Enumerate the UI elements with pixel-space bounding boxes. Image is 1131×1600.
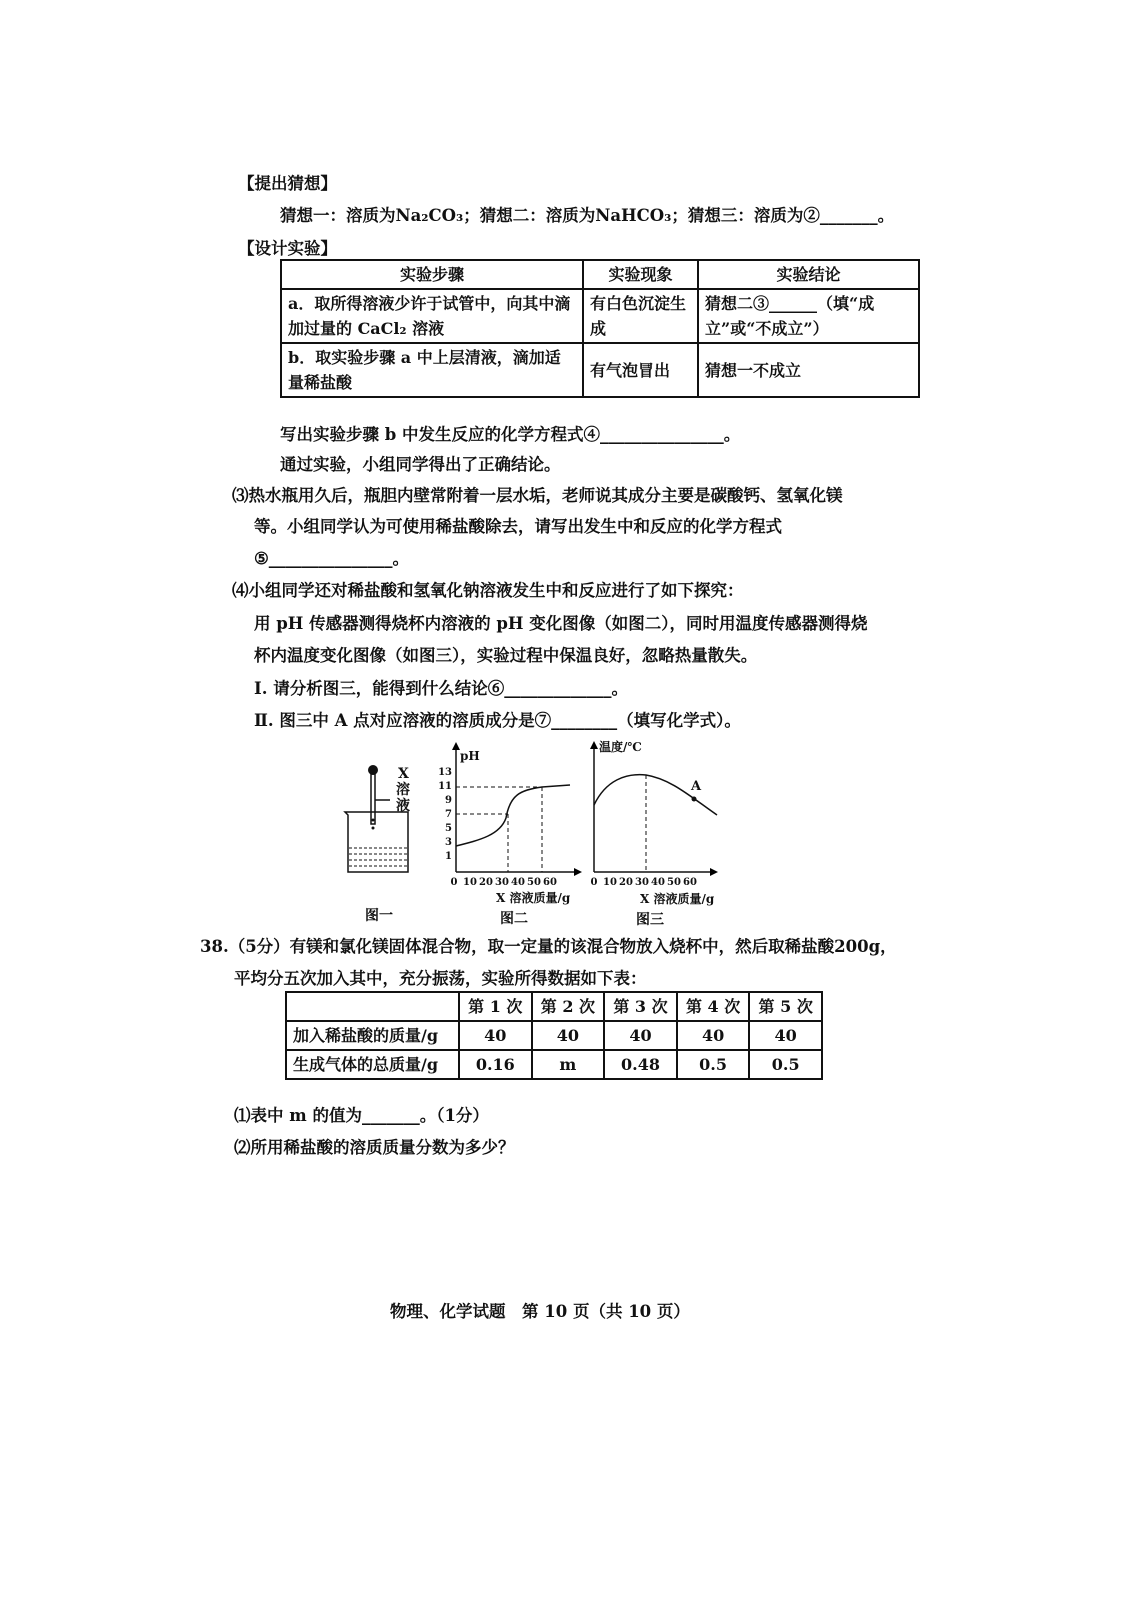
x-tick: 30 [635, 877, 649, 888]
label-solution: 溶 [396, 782, 410, 798]
question-38-line: 平均分五次加入其中，充分振荡，实验所得数据如下表： [234, 969, 647, 988]
x-tick: 40 [651, 877, 665, 888]
ph-curve [456, 785, 570, 846]
y-axis-label: 温度/℃ [599, 740, 642, 754]
header-cell: 第 2 次 [532, 992, 605, 1021]
header-cell: 第 1 次 [459, 992, 532, 1021]
x-axis-label: X 溶液质量/g [496, 891, 571, 905]
x-tick: 50 [527, 877, 541, 888]
y-tick: 5 [445, 823, 452, 834]
figure-temperature-chart [588, 735, 738, 930]
sub-question: ⑵所用稀盐酸的溶质质量分数为多少？ [234, 1138, 515, 1157]
y-axis-label: pH [460, 749, 480, 763]
x-tick: 0 [590, 877, 598, 888]
table-cell: 0.16 [459, 1050, 532, 1079]
label-solution: 液 [396, 798, 410, 814]
text-line: 通过实验，小组同学得出了正确结论。 [280, 455, 561, 474]
label-x: X [398, 766, 409, 782]
table-cell: 猜想一不成立 [698, 343, 919, 397]
figure-ph-chart [430, 740, 585, 930]
table-cell: 40 [749, 1021, 822, 1050]
question-38-line: 38.（5分）有镁和氯化镁固体混合物，取一定量的该混合物放入烧杯中，然后取稀盐酸200g， [200, 937, 897, 956]
table-row [281, 289, 919, 343]
x-tick: 60 [683, 877, 697, 888]
x-tick: 10 [603, 877, 617, 888]
x-tick: 40 [511, 877, 525, 888]
table-cell: 0.5 [749, 1050, 822, 1079]
x-tick: 50 [667, 877, 681, 888]
figure-caption: 图三 [636, 912, 664, 928]
x-tick: 20 [479, 877, 493, 888]
heading-hypothesis: 【提出猜想】 [238, 174, 337, 193]
header-cell: 实验步骤 [281, 260, 583, 289]
table-row [286, 1021, 822, 1050]
y-tick: 7 [445, 809, 452, 820]
heading-design: 【设计实验】 [238, 239, 337, 258]
row-label: 加入稀盐酸的质量/g [286, 1021, 459, 1050]
y-tick: 11 [438, 781, 452, 792]
table-cell: 有气泡冒出 [583, 343, 698, 397]
header-cell: 第 4 次 [677, 992, 750, 1021]
header-cell: 第 3 次 [604, 992, 677, 1021]
figure-caption: 图一 [365, 908, 393, 924]
header-cell: 实验结论 [698, 260, 919, 289]
table-cell: 40 [604, 1021, 677, 1050]
text-line: ⑷小组同学还对稀盐酸和氢氧化钠溶液发生中和反应进行了如下探究： [232, 581, 744, 600]
header-cell [286, 992, 459, 1021]
page-footer: 物理、化学试题 第 10 页（共 10 页） [390, 1302, 690, 1321]
header-cell: 第 5 次 [749, 992, 822, 1021]
table-cell: 40 [532, 1021, 605, 1050]
table-cell: 猜想二③______（填“成立”或“不成立”） [698, 289, 919, 343]
experiment-table [280, 259, 920, 398]
table-cell: a．取所得溶液少许于试管中，向其中滴加过量的 CaCl₂ 溶液 [281, 289, 583, 343]
y-tick: 3 [445, 837, 452, 848]
text-line: Ⅰ. 请分析图三，能得到什么结论⑥_____________。 [254, 679, 628, 698]
point-label-a: A [691, 779, 702, 794]
data-table [285, 991, 823, 1080]
text-line: Ⅱ. 图三中 A 点对应溶液的溶质成分是⑦________（填写化学式）。 [254, 711, 741, 730]
table-cell: 40 [459, 1021, 532, 1050]
table-row [286, 1050, 822, 1079]
y-tick: 9 [445, 795, 452, 806]
y-tick: 1 [445, 851, 452, 862]
text-line: 等。小组同学认为可使用稀盐酸除去，请写出发生中和反应的化学方程式 [254, 517, 782, 536]
figure-beaker [330, 740, 430, 930]
figure-caption: 图二 [500, 911, 528, 927]
x-tick: 10 [463, 877, 477, 888]
table-cell: 40 [677, 1021, 750, 1050]
x-tick: 30 [495, 877, 509, 888]
table-header-row [281, 260, 919, 289]
table-cell: 有白色沉淀生成 [583, 289, 698, 343]
x-tick: 0 [450, 877, 458, 888]
x-axis-label: X 溶液质量/g [640, 892, 715, 906]
hypothesis-line: 猜想一：溶质为Na₂CO₃；猜想二：溶质为NaHCO₃；猜想三：溶质为②_______。 [280, 206, 895, 225]
table-row [281, 343, 919, 397]
table-cell: 0.48 [604, 1050, 677, 1079]
row-label: 生成气体的总质量/g [286, 1050, 459, 1079]
header-cell: 实验现象 [583, 260, 698, 289]
text-line: 写出实验步骤 b 中发生反应的化学方程式④_______________。 [280, 425, 741, 444]
text-line: 杯内温度变化图像（如图三），实验过程中保温良好，忽略热量散失。 [254, 646, 758, 665]
x-tick: 20 [619, 877, 633, 888]
text-line: ⑶热水瓶用久后，瓶胆内壁常附着一层水垢，老师说其成分主要是碳酸钙、氢氧化镁 [232, 486, 843, 505]
table-cell: m [532, 1050, 605, 1079]
table-header-row [286, 992, 822, 1021]
x-tick: 60 [543, 877, 557, 888]
table-cell: b．取实验步骤 a 中上层清液，滴加适量稀盐酸 [281, 343, 583, 397]
text-line: ⑤_______________。 [254, 549, 410, 568]
table-cell: 0.5 [677, 1050, 750, 1079]
text-line: 用 pH 传感器测得烧杯内溶液的 pH 变化图像（如图二），同时用温度传感器测得烧 [254, 614, 868, 633]
sub-question: ⑴表中 m 的值为_______。（1分） [234, 1106, 489, 1125]
y-tick: 13 [438, 767, 452, 778]
